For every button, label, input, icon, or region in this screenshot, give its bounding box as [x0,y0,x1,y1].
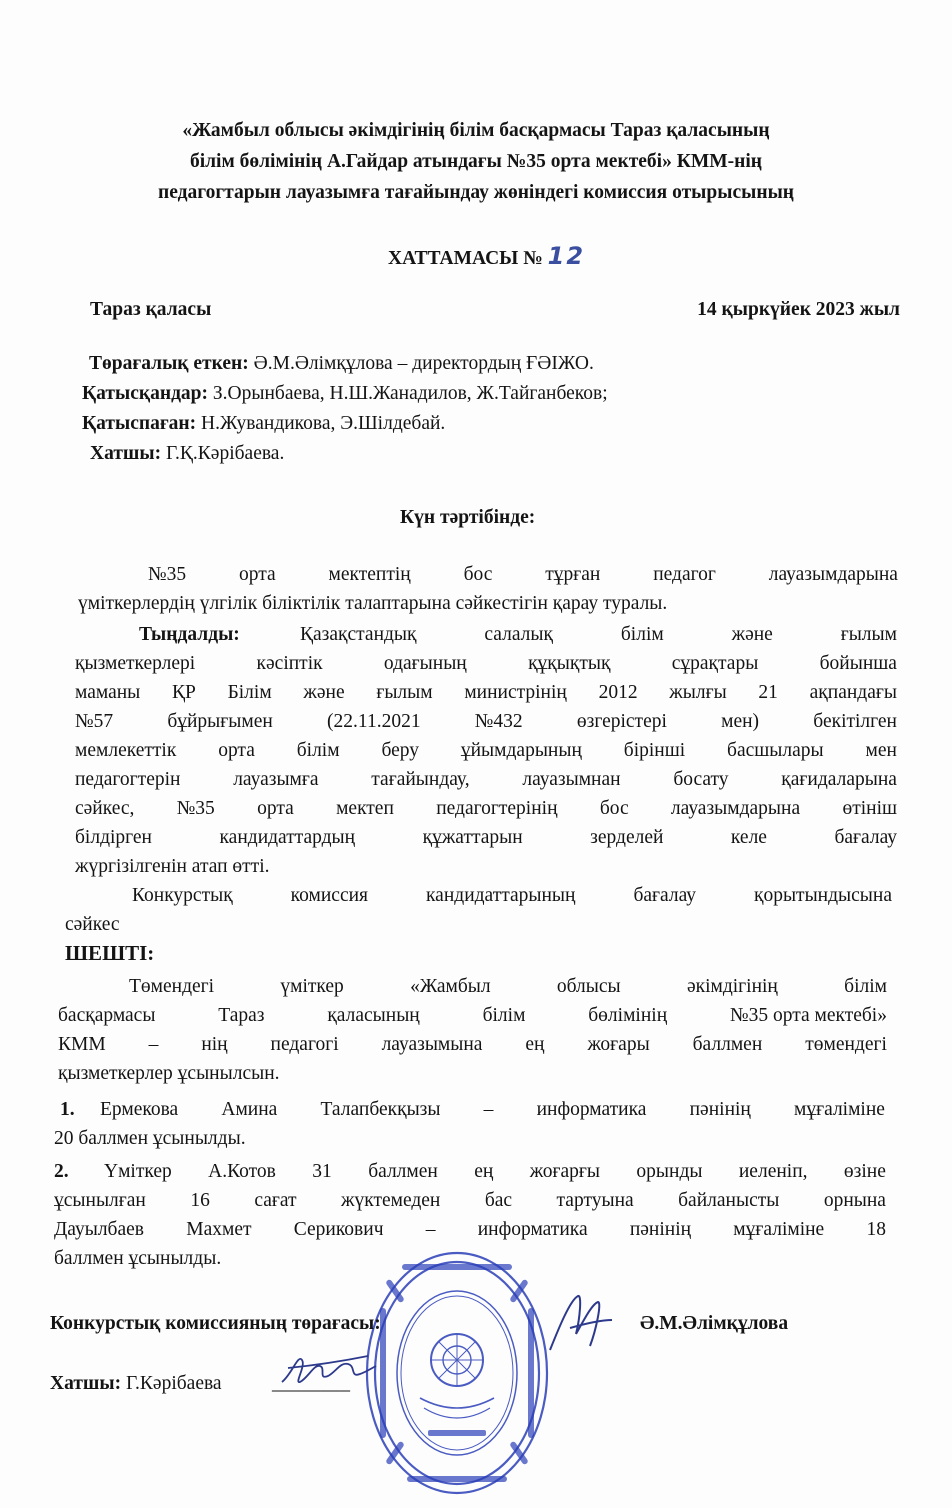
secretary-label: Хатшы: [90,443,162,464]
word: қызметкерлері [75,653,196,674]
word: лауазымға [233,769,319,790]
word: №35 орта мектебі» [729,1005,887,1026]
decision-line-3 [58,1033,887,1057]
word: лауазымнан [522,769,621,790]
chair-signature-label: Конкурстық комиссияның төрағасы: [50,1313,381,1334]
word: бекітілген [813,711,897,732]
item-1-line-2: 20 баллмен ұсынылды. [54,1128,246,1149]
word: КММ [58,1034,106,1055]
word: білдірген [75,827,152,848]
chair-value: Ә.М.Әлімқұлова – директордың ҒӘІЖО. [248,353,594,374]
word: Махмет [186,1219,252,1240]
word: бас [484,1190,513,1211]
word: 18 [866,1219,886,1240]
word: ең [525,1034,545,1055]
word: салалық [484,624,553,645]
word: Үміткер [104,1161,172,1182]
decision-line-4: қызметкерлер ұсынылсын. [58,1063,280,1084]
item-2-line-4: баллмен ұсынылды. [54,1248,222,1269]
chair-label: Төрағалық еткен: [89,353,249,374]
word: ғылым [376,682,433,703]
word: мұғаліміне [733,1219,825,1240]
present-label: Қатысқандар: [82,383,209,404]
word: иеленіп, [738,1161,808,1182]
heard-line-3 [75,681,897,705]
word: Тараз [218,1005,265,1026]
word: Білім [227,682,272,703]
decision-line-2 [58,1004,887,1028]
protocol-title [388,241,585,271]
word: сұрақтары [671,653,759,674]
word: өзіне [843,1161,886,1182]
item-1-number: 1. [60,1099,75,1120]
word: білім [296,740,340,761]
agenda-line-1 [148,563,898,587]
word: «Жамбыл [410,976,491,997]
word: ҚР [171,682,196,703]
word: комиссия [290,885,369,906]
word: білім [620,624,664,645]
heard-line-4 [75,710,897,734]
word: үміткер [280,976,344,997]
word: одағының [383,653,467,674]
protocol-number: 12 [547,242,586,270]
word: бұйрығымен [167,711,273,732]
header-line-1: «Жамбыл облысы әкімдігінің білім басқармасы Тараз қаласының [182,120,770,141]
word: Қазақстандық [300,624,417,645]
date: 14 қыркүйек 2023 жыл [697,299,900,320]
absent-value: Н.Жувандикова, Э.Шілдебай. [196,413,446,434]
word: кәсіптік [256,653,323,674]
word: 31 [312,1161,332,1182]
competition-line-1 [132,884,892,908]
word: пәнінің [629,1219,692,1240]
word: тартуына [556,1190,634,1211]
word: зерделей [590,827,664,848]
word: №35 [148,564,187,585]
word: №35 [176,798,215,819]
present-line [82,382,608,406]
heard-line-7 [75,797,897,821]
word: байланысты [678,1190,780,1211]
word: әкімдігінің [686,976,778,997]
word: №432 [474,711,523,732]
word: сәйкес, [75,798,135,819]
word: құжаттарын [422,827,523,848]
absent-line [82,412,445,436]
decision-label: ШЕШТІ: [65,941,155,965]
chair-signature-name: Ә.М.Әлімқұлова [640,1313,789,1334]
word: педагогтерінің [436,798,558,819]
word: орта [218,740,255,761]
header-line-2: білім бөлімінің А.Гайдар атындағы №35 орта мектебі» КММ-нің [189,151,763,172]
word: Серикович [293,1219,384,1240]
word: №57 [75,711,114,732]
word: бірінші [623,740,686,761]
word: мұғаліміне [794,1099,885,1120]
word: бос [463,564,493,585]
word: жылғы [669,682,727,703]
word: басшылары [727,740,824,761]
word: орта [257,798,294,819]
word: облысы [556,976,621,997]
word: лауазымдарына [768,564,898,585]
word: (22.11.2021 [327,711,421,732]
word: лауазымына [381,1034,483,1055]
word: 21 [758,682,778,703]
heard-label: Тыңдалды: [139,624,240,645]
word: Ермекова [100,1099,179,1120]
word: келе [730,827,767,848]
agenda-line-2: үміткерлердің үлгілік біліктілік талаптарына сәйкестігін қарау туралы. [78,593,668,614]
word: 2012 [598,682,638,703]
word: қаласының [327,1005,420,1026]
word: мектеп [336,798,394,819]
word: Дауылбаев [54,1219,144,1240]
header-line-3: педагогтарын лауазымға тағайындау жөніндегі комиссия отырысының [157,182,795,203]
word: құқықтық [528,653,611,674]
word: басқармасы [58,1005,156,1026]
item-1-line-1 [100,1098,885,1122]
official-seal-stamp [362,1248,552,1498]
word: А.Котов [208,1161,276,1182]
word: жоғарғы [529,1161,600,1182]
word: Талапбекқызы [320,1099,441,1120]
word: баллмен [692,1034,763,1055]
word: жоғары [587,1034,650,1055]
word: нің [201,1034,228,1055]
word: сағат [254,1190,297,1211]
word: ғылым [840,624,897,645]
word: және [731,624,773,645]
heard-line-8 [75,826,897,850]
word: орта [238,564,276,585]
word: төмендегі [805,1034,887,1055]
secretary-value: Г.Қ.Кәрібаева. [161,443,285,464]
word: Төмендегі [129,976,215,997]
heard-line-9: жүргізілгенін атап өтті. [75,856,270,877]
word: Амина [221,1099,278,1120]
word: тағайындау, [371,769,470,790]
item-2-line-2 [54,1189,886,1213]
word: мен [865,740,897,761]
word: баллмен [368,1161,438,1182]
present-value: З.Орынбаева, Н.Ш.Жанадилов, Ж.Тайганбеков; [208,383,608,404]
word: маманы [75,682,141,703]
decision-line-1 [129,975,887,999]
word: – [148,1034,159,1055]
word: орнына [823,1190,886,1211]
secretary-signature [278,1344,378,1394]
word: – [425,1219,436,1240]
word: пәнінің [689,1099,751,1120]
heard-line-1 [300,623,897,647]
word: педагогтерін [75,769,181,790]
word: білім [844,976,887,997]
word: орынды [636,1161,703,1182]
word: қорытындысына [753,885,892,906]
word: тұрған [545,564,601,585]
item-2-line-1 [104,1160,886,1184]
competition-line-2: сәйкес [65,914,120,935]
word: бөлімінің [588,1005,668,1026]
word: өтініш [842,798,897,819]
word: министрінің [464,682,567,703]
word: информатика [477,1219,588,1240]
word: ұсынылған [54,1190,146,1211]
word: мен) [721,711,760,732]
secretary-signature-label: Хатшы: [50,1373,122,1394]
word: бағалау [633,885,696,906]
secretary-signature-underline: ________ [272,1373,350,1394]
heard-line-6 [75,768,897,792]
word: лауазымдарына [670,798,801,819]
word: педагог [653,564,716,585]
word: педагогі [270,1034,339,1055]
word: өзгерістері [576,711,667,732]
absent-label: Қатыспаған: [82,413,197,434]
word: мектептің [328,564,411,585]
word: бос [599,798,629,819]
word: жүктемеден [341,1190,441,1211]
word: білім [482,1005,526,1026]
word: – [483,1099,494,1120]
word: кандидаттарының [426,885,576,906]
chair-line [89,352,594,376]
word: бойынша [819,653,897,674]
item-2-number: 2. [54,1161,69,1182]
secretary-signature-line [50,1372,222,1396]
word: бағалау [834,827,897,848]
word: информатика [536,1099,647,1120]
heard-line-2 [75,652,897,676]
word: ең [474,1161,494,1182]
heard-line-5 [75,739,897,763]
word: қағидаларына [781,769,897,790]
word: ақпандағы [809,682,897,703]
protocol-title-text: ХАТТАМАСЫ № [388,248,543,269]
word: мемлекеттік [75,740,177,761]
word: 16 [190,1190,210,1211]
city: Тараз қаласы [90,299,212,320]
word: босату [673,769,729,790]
word: және [303,682,345,703]
secretary-line [90,442,284,466]
item-2-line-3 [54,1218,886,1242]
chair-signature [540,1290,620,1360]
agenda-title: Күн тәртібінде: [400,507,536,528]
secretary-signature-name: Г.Кәрібаева [121,1373,222,1394]
word: кандидаттардың [219,827,356,848]
word: ұйымдарының [460,740,582,761]
word: беру [381,740,419,761]
word: Конкурстық [132,885,233,906]
